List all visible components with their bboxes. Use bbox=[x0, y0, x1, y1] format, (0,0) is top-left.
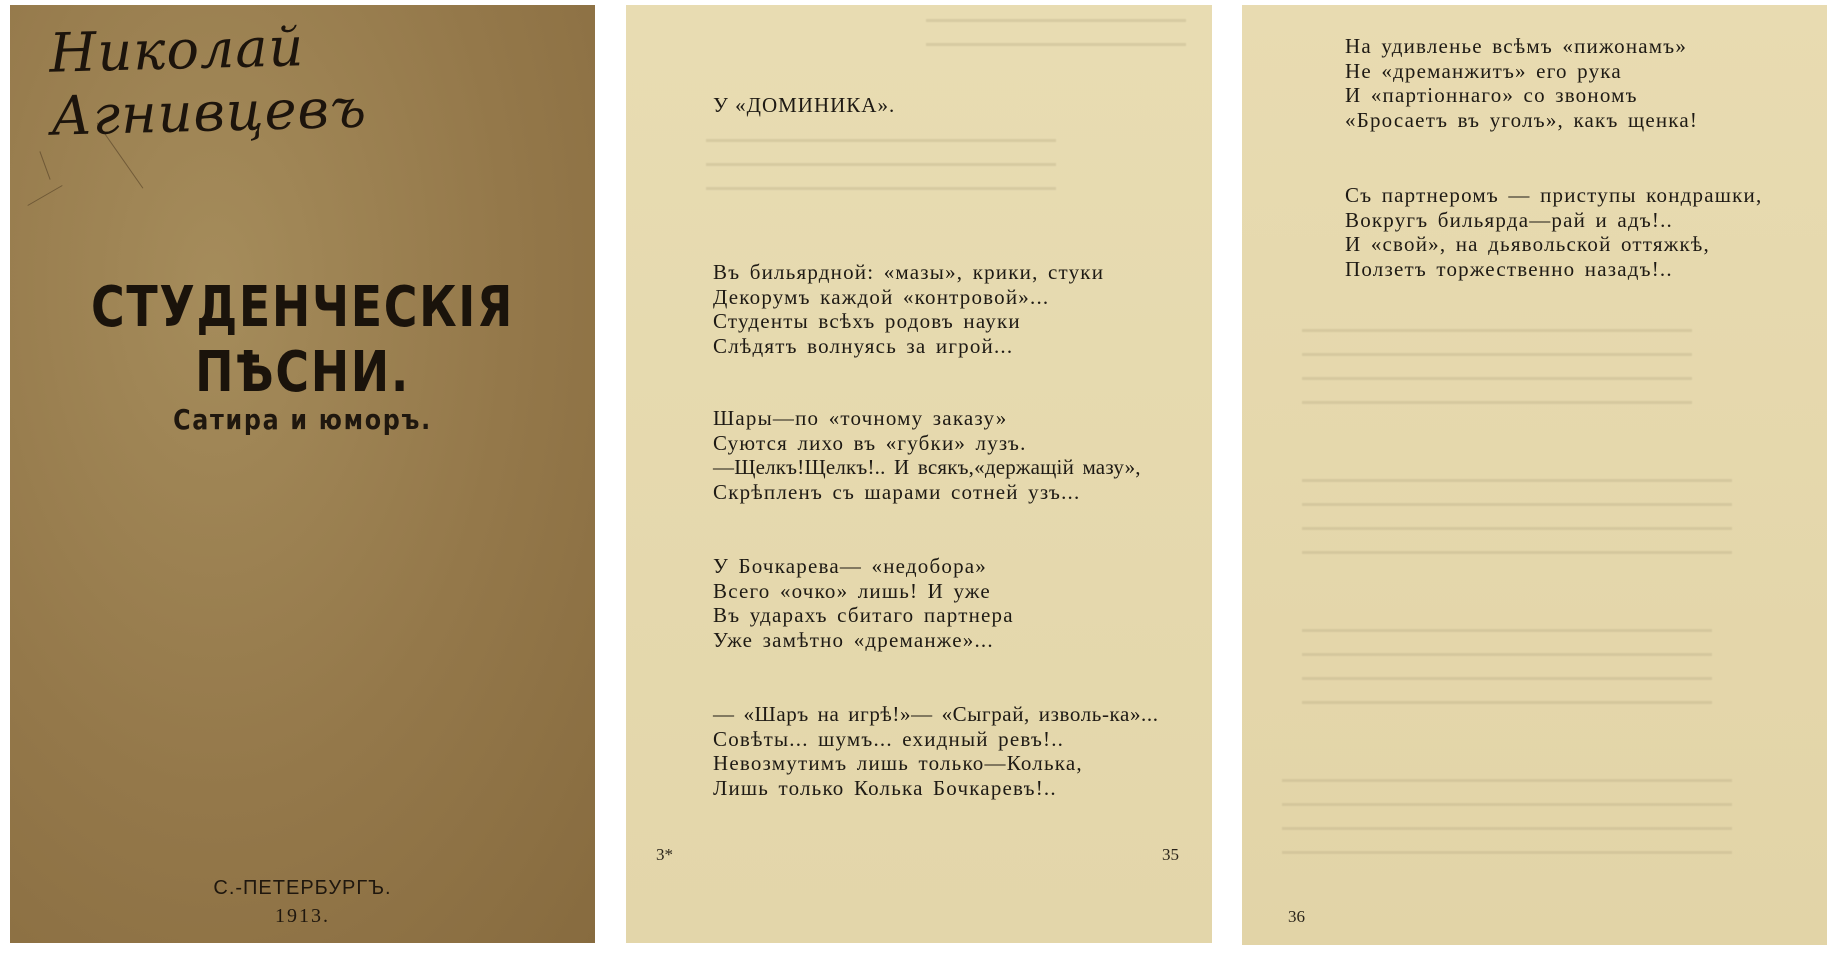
verse-line: Шары—по «точному заказу» bbox=[713, 406, 1008, 430]
book-cover bbox=[10, 5, 595, 943]
page-number: 35 bbox=[1162, 845, 1179, 864]
poem-heading: У «ДОМИНИКА». bbox=[713, 93, 896, 117]
verse-line: Въ ударахъ сбитаго партнера bbox=[713, 603, 1014, 627]
verse-line: Ползетъ торжественно назадъ!.. bbox=[1345, 256, 1673, 281]
cover-author: Николай Агнивцевъ bbox=[48, 15, 368, 148]
verse-line: Совѣты... шумъ... ехидный ревъ!.. bbox=[713, 726, 1065, 751]
stanza-2 bbox=[1345, 183, 1762, 281]
bleed-through-texture bbox=[706, 125, 1056, 205]
bleed-through-texture bbox=[1302, 315, 1692, 410]
verse-line: Лишь только Колька Бочкаревъ!.. bbox=[713, 775, 1057, 800]
cover-title: СТУДЕНЧЕСКІЯ ПѢСНИ. bbox=[91, 275, 514, 405]
verse-line: У Бочкарева— «недобора» bbox=[713, 554, 988, 578]
verse-line: Скрѣпленъ съ шарами сотней узъ... bbox=[713, 479, 1081, 504]
cover-subtitle: Сатира и юморъ. bbox=[173, 403, 432, 436]
bleed-through-texture bbox=[926, 5, 1186, 65]
stanza-4 bbox=[713, 702, 1159, 800]
bleed-through-texture bbox=[1282, 765, 1732, 860]
verse-line: И «партіоннаго» со звономъ bbox=[1345, 83, 1638, 107]
verse-line: Слѣдятъ волнуясь за игрой... bbox=[713, 333, 1014, 358]
verse-line: — «Шаръ на игрѣ!»— «Сыграй, изволь-ка»... bbox=[713, 702, 1159, 726]
stanza-1 bbox=[1345, 34, 1698, 132]
verse-line: Студенты всѣхъ родовъ науки bbox=[713, 309, 1021, 333]
verse-line: Съ партнеромъ — приступы кондрашки, bbox=[1345, 183, 1763, 207]
stanza-3 bbox=[713, 554, 1014, 652]
verse-line: —Щелкъ!Щелкъ!.. И всякъ,«держащій мазу», bbox=[713, 455, 1141, 479]
verse-line: Суются лихо въ «губки» лузъ. bbox=[713, 430, 1027, 455]
verse-line: Всего «очко» лишь! И уже bbox=[713, 578, 991, 603]
book-page-35 bbox=[626, 5, 1212, 943]
cover-city: С.-ПЕТЕРБУРГЪ. bbox=[213, 877, 392, 899]
verse-line: Вокругъ бильярда—рай и адъ!.. bbox=[1345, 207, 1673, 232]
verse-line: Невозмутимъ лишь только—Колька, bbox=[713, 751, 1083, 775]
verse-line: Уже замѣтно «дреманже»... bbox=[713, 627, 994, 652]
stanza-1 bbox=[713, 260, 1104, 358]
bleed-through-texture bbox=[1302, 615, 1712, 710]
stanza-2 bbox=[713, 406, 1141, 504]
verse-line: «Бросаетъ въ уголъ», какъ щенка! bbox=[1345, 107, 1699, 132]
cover-year: 1913. bbox=[275, 905, 330, 927]
verse-line: Декорумъ каждой «контровой»... bbox=[713, 284, 1050, 309]
verse-line: Въ бильярдной: «мазы», крики, стуки bbox=[713, 260, 1105, 284]
bleed-through-texture bbox=[1302, 465, 1732, 560]
signature-mark: 3* bbox=[656, 845, 673, 864]
verse-line: Не «дреманжитъ» его рука bbox=[1345, 58, 1622, 83]
verse-line: И «свой», на дьявольской оттяжкѣ, bbox=[1345, 232, 1710, 256]
page-number: 36 bbox=[1288, 907, 1305, 926]
book-page-36 bbox=[1242, 5, 1827, 945]
verse-line: На удивленье всѣмъ «пижонамъ» bbox=[1345, 34, 1688, 58]
